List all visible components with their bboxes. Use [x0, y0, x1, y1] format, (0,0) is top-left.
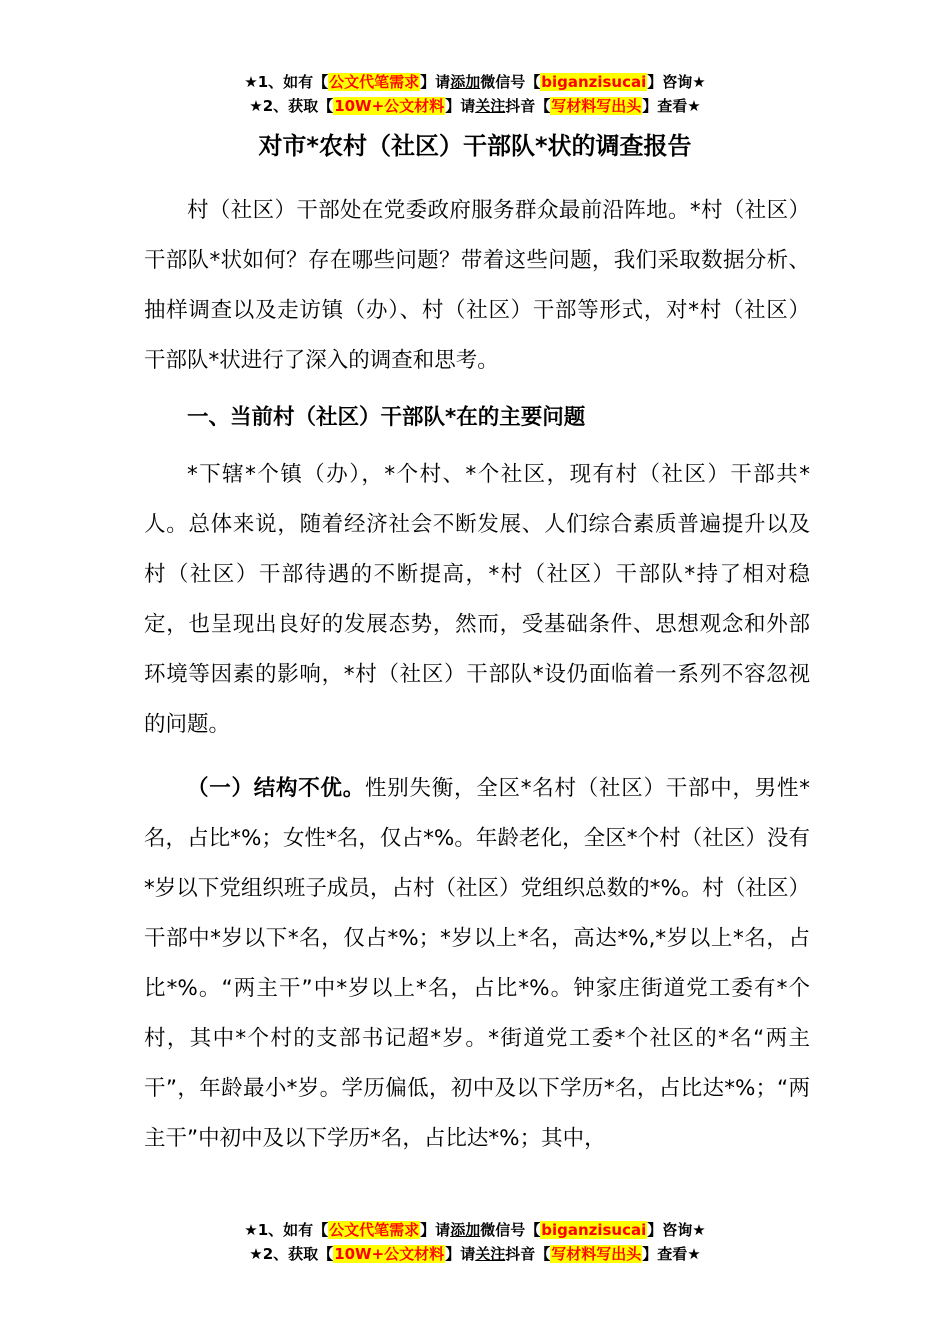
section-heading: 一、当前村（社区）干部队*在的主要问题 [187, 405, 586, 430]
banner-text: 抖音【 [505, 97, 551, 115]
banner-text: 】请 [420, 1221, 451, 1239]
banner-line-2 [0, 94, 950, 118]
document-title: 对市*农村（社区）干部队*状的调查报告 [258, 132, 692, 160]
banner-line-2 [0, 1242, 950, 1266]
banner-text: ★1、如有【 [244, 73, 329, 91]
banner-highlight: biganzisucai [541, 73, 647, 91]
banner-highlight: 公文代笔需求 [329, 1221, 420, 1239]
banner-text: 】请 [445, 97, 476, 115]
section-paragraph: *下辖*个镇（办），*个村、*个社区，现有村（社区）干部共*人。总体来说，随着经济社会不断发展、人们综合素质普遍提升以及村（社区）干部待遇的不断提高，*村（社区）干部队*持了相对稳定，也呈现出良好的发展态势，然而，受基础条件、思想观念和外部环境等因素的影响，*村（社区）干部队*设仍面临着一系列不容忽视的问题。 [144, 462, 810, 737]
header-banner [0, 70, 950, 118]
subsection-lead: （一）结构不优。 [187, 776, 365, 801]
banner-emphasis: 添加 [450, 1221, 481, 1239]
banner-text: 微信号【 [480, 73, 541, 91]
banner-text: 】查看★ [642, 97, 701, 115]
banner-highlight: 公文代笔需求 [329, 73, 420, 91]
banner-text: 】咨询★ [647, 1221, 706, 1239]
banner-highlight: 写材料写出头 [551, 1245, 642, 1263]
document-body [144, 186, 810, 1164]
footer-banner [0, 1218, 950, 1266]
banner-highlight: 写材料写出头 [551, 97, 642, 115]
banner-highlight: 10W+公文材料 [334, 97, 445, 115]
banner-emphasis: 添加 [450, 73, 481, 91]
subsection-text: 性别失衡，全区*名村（社区）干部中，男性*名，占比*%；女性*名，仅占*%。年龄老化，全区*个村（社区）没有*岁以下党组织班子成员，占村（社区）党组织总数的*%。村（社区）干部中*岁以下*名，仅占*%；*岁以上*名，高达*%,*岁以上*名，占比*%。“两主干”中*岁以上*名，占比*%。钟家庄街道党工委有*个村，其中*个村的支部书记超*岁。*街道党工委*个社区的*名“两主干”，年龄最小*岁。学历偏低，初中及以下学历*名，占比达*%；“两主干”中初中及以下学历*名，占比达*%；其中， [144, 776, 810, 1151]
banner-text: ★2、获取【 [249, 97, 334, 115]
paragraph-gap [144, 750, 810, 764]
banner-emphasis: 关注 [475, 1245, 506, 1263]
banner-line-1 [0, 70, 950, 94]
banner-text: 】请 [445, 1245, 476, 1263]
banner-text: 微信号【 [480, 1221, 541, 1239]
banner-text: ★2、获取【 [249, 1245, 334, 1263]
banner-text: 】请 [420, 73, 451, 91]
banner-highlight: 10W+公文材料 [334, 1245, 445, 1263]
banner-text: ★1、如有【 [244, 1221, 329, 1239]
subsection-paragraph [144, 764, 810, 1164]
intro-paragraph: 村（社区）干部处在党委政府服务群众最前沿阵地。*村（社区）干部队*状如何？存在哪些问题？带着这些问题，我们采取数据分析、抽样调查以及走访镇（办）、村（社区）干部等形式，对*村（社区）干部队*状进行了深入的调查和思考。 [144, 198, 810, 373]
banner-text: 】查看★ [642, 1245, 701, 1263]
banner-emphasis: 关注 [475, 97, 506, 115]
banner-text: 】咨询★ [647, 73, 706, 91]
banner-highlight: biganzisucai [541, 1221, 647, 1239]
banner-text: 抖音【 [505, 1245, 551, 1263]
banner-line-1 [0, 1218, 950, 1242]
